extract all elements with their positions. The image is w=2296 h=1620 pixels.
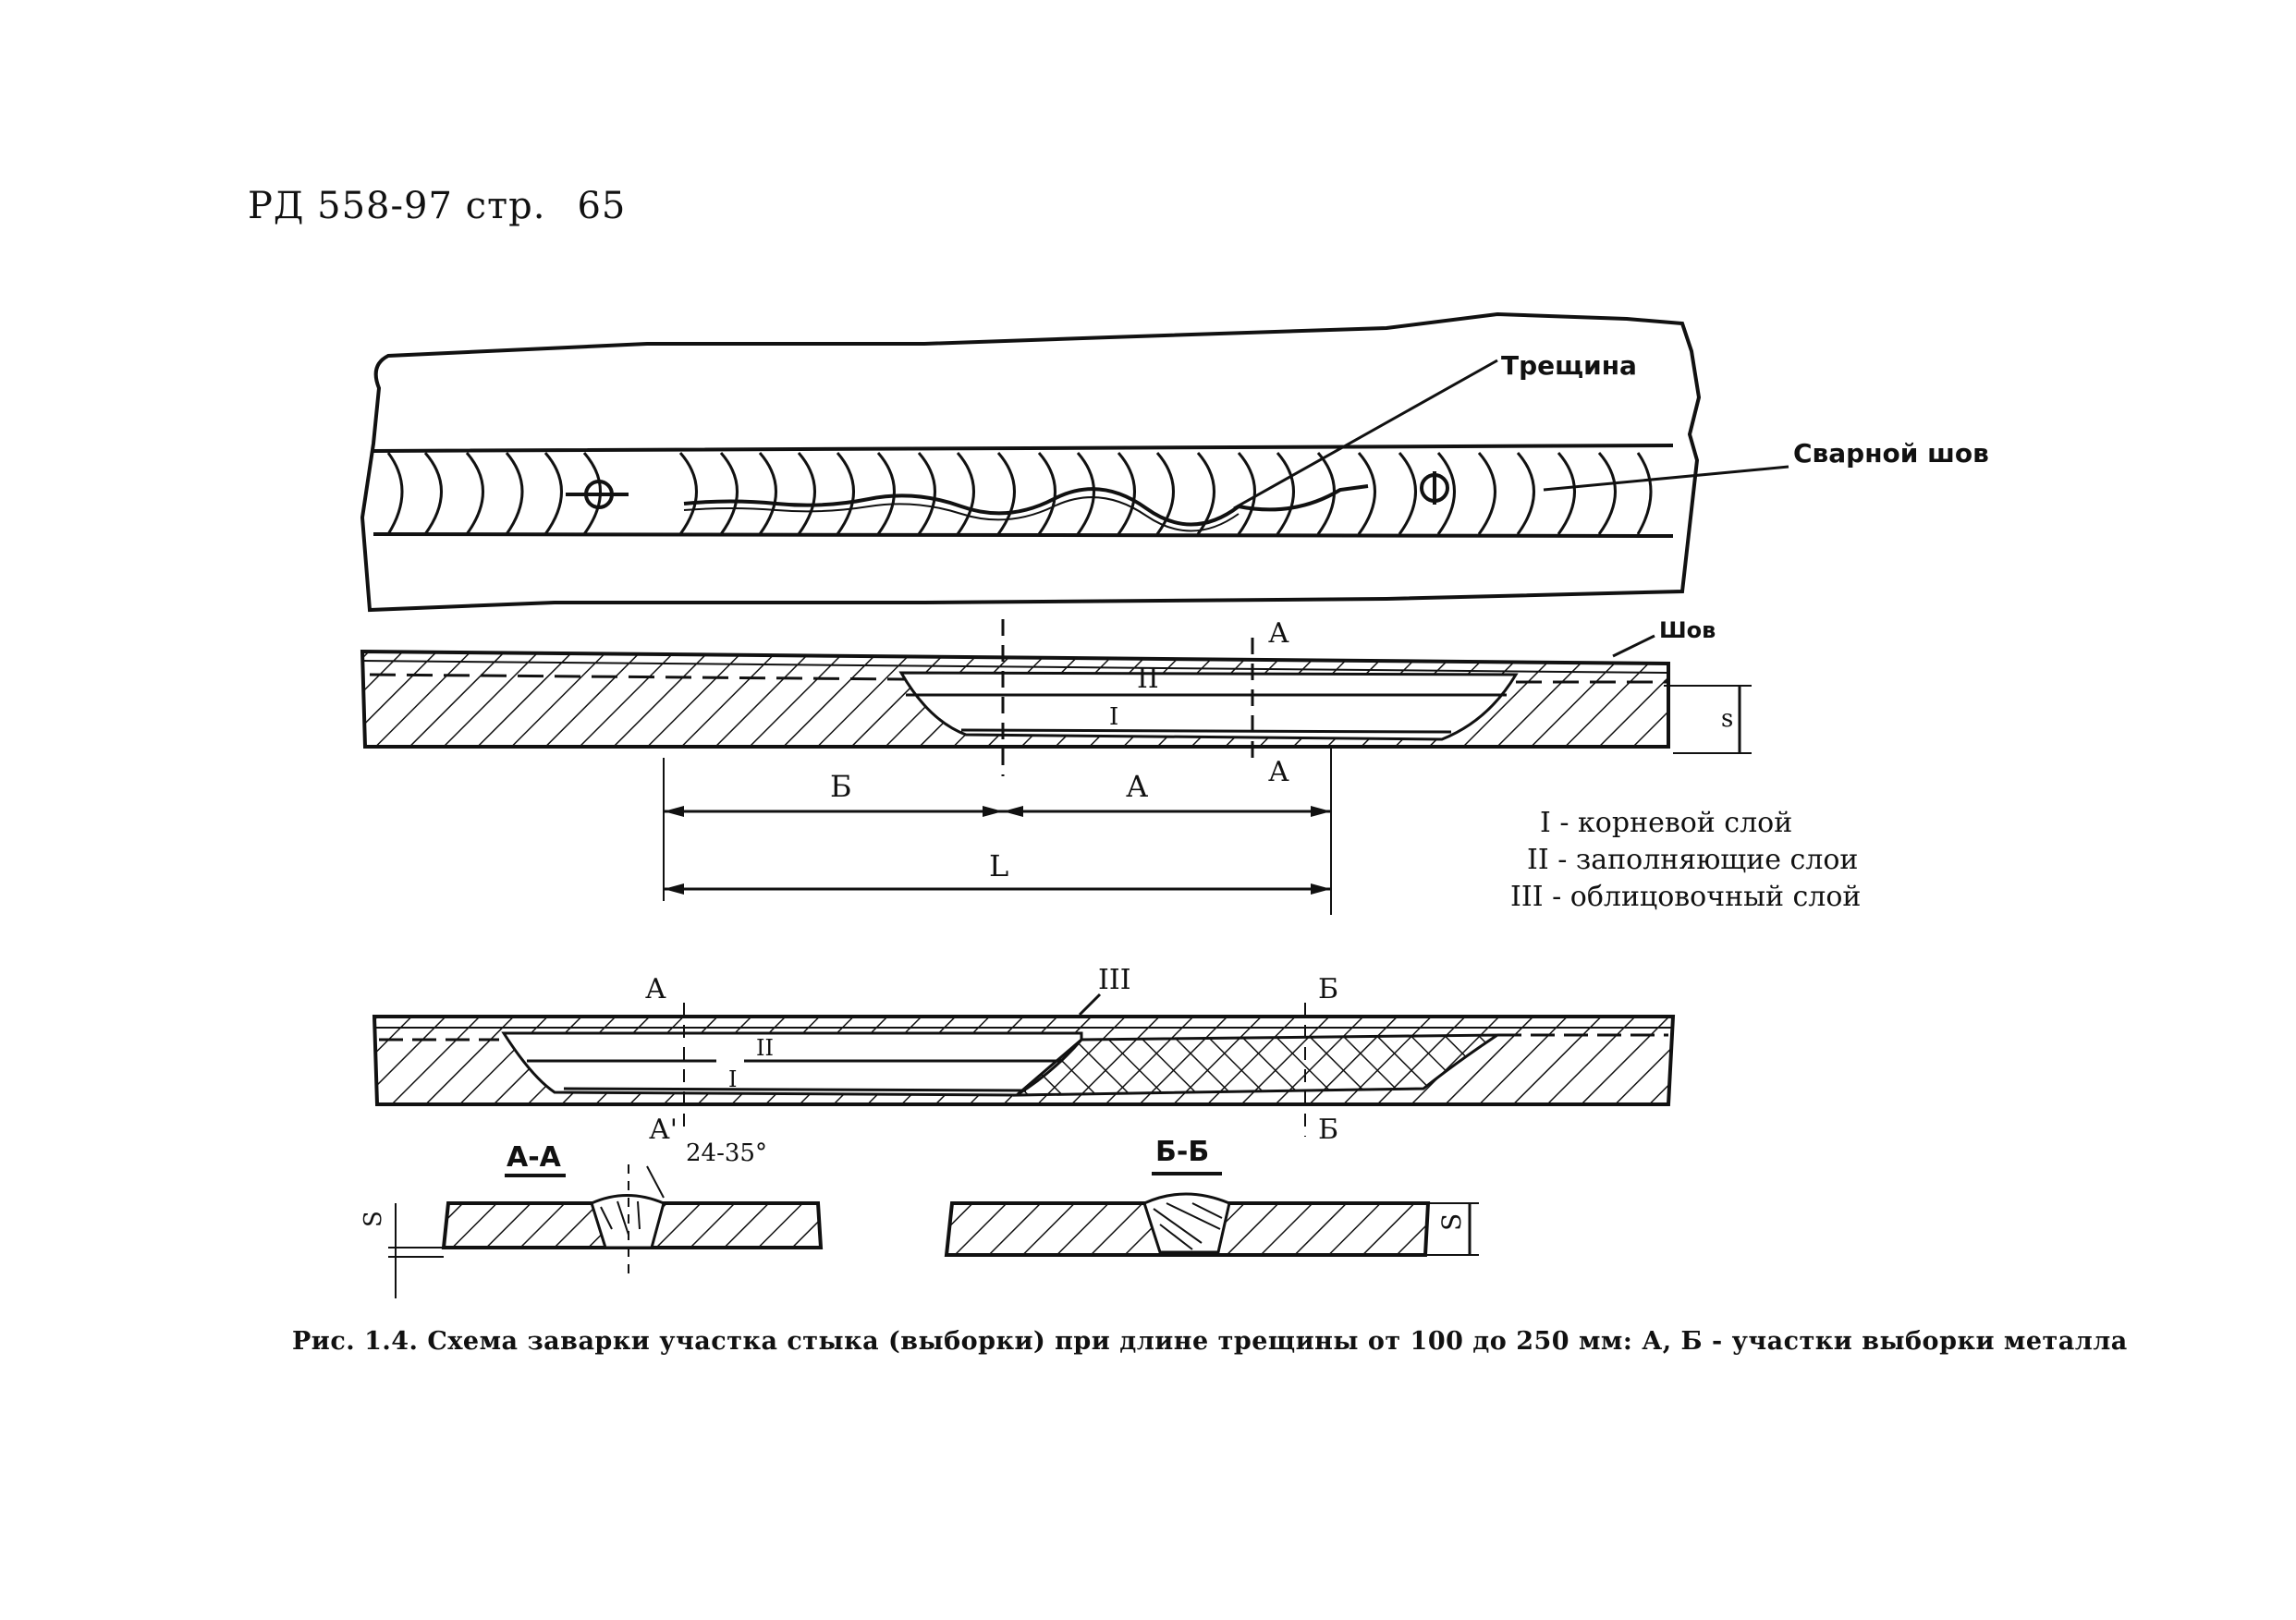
pipe-outline [362, 314, 1699, 610]
layer-legend [1510, 807, 1861, 913]
layer-III-label: III [1098, 964, 1131, 996]
page-number: 65 [577, 185, 627, 227]
layer-II-label: II [1137, 663, 1159, 695]
weld-seam-band [373, 445, 1673, 536]
legend-item-fill: II - заполняющие слои [1527, 844, 1859, 876]
dim-B-label: Б [830, 769, 852, 804]
cross-section-AA [360, 1139, 821, 1298]
angle-label: 24-35° [686, 1139, 767, 1167]
thickness-s-label: s [1721, 705, 1734, 733]
section-AA-thickness: S [360, 1211, 387, 1227]
section-mark-A-top: А [1268, 617, 1289, 650]
top-view [362, 314, 1989, 610]
section-BB-title: Б-Б [1155, 1136, 1210, 1168]
dim-A-label: А [1126, 769, 1149, 804]
cross-section-BB [946, 1136, 1479, 1255]
section-mark-B-top: Б [1318, 973, 1339, 1005]
section-mark-A-prime: А' [649, 1114, 678, 1146]
seam-label: Шов [1659, 617, 1716, 643]
dim-L-label: L [989, 848, 1009, 883]
layer-I-mark: I [728, 1066, 738, 1092]
section-AA-title: А-А [507, 1141, 561, 1174]
section-mark-A: А [645, 973, 666, 1005]
layer-I-label: I [1109, 703, 1119, 731]
legend-item-root: I - корневой слой [1540, 807, 1793, 839]
overlay-section [374, 964, 1673, 1146]
crack-label: Трещина [1501, 350, 1637, 381]
doc-reference: РД 558-97 стр. [248, 185, 546, 227]
seam-leader-line [1544, 467, 1789, 490]
legend-item-cap: III - облицовочный слой [1510, 881, 1862, 913]
layer-II-mark: II [756, 1035, 774, 1061]
weld-seam-label: Сварной шов [1793, 438, 1989, 469]
section-BB-thickness: S [1436, 1212, 1467, 1231]
section-mark-A-bottom: А [1268, 756, 1289, 788]
section-mark-B-bottom: Б [1318, 1114, 1339, 1146]
figure-caption: Рис. 1.4. Схема заварки участка стыка (выборки) при длине трещины от 100 до 250 мм: А, Б - участки выборки металла [292, 1327, 2128, 1356]
